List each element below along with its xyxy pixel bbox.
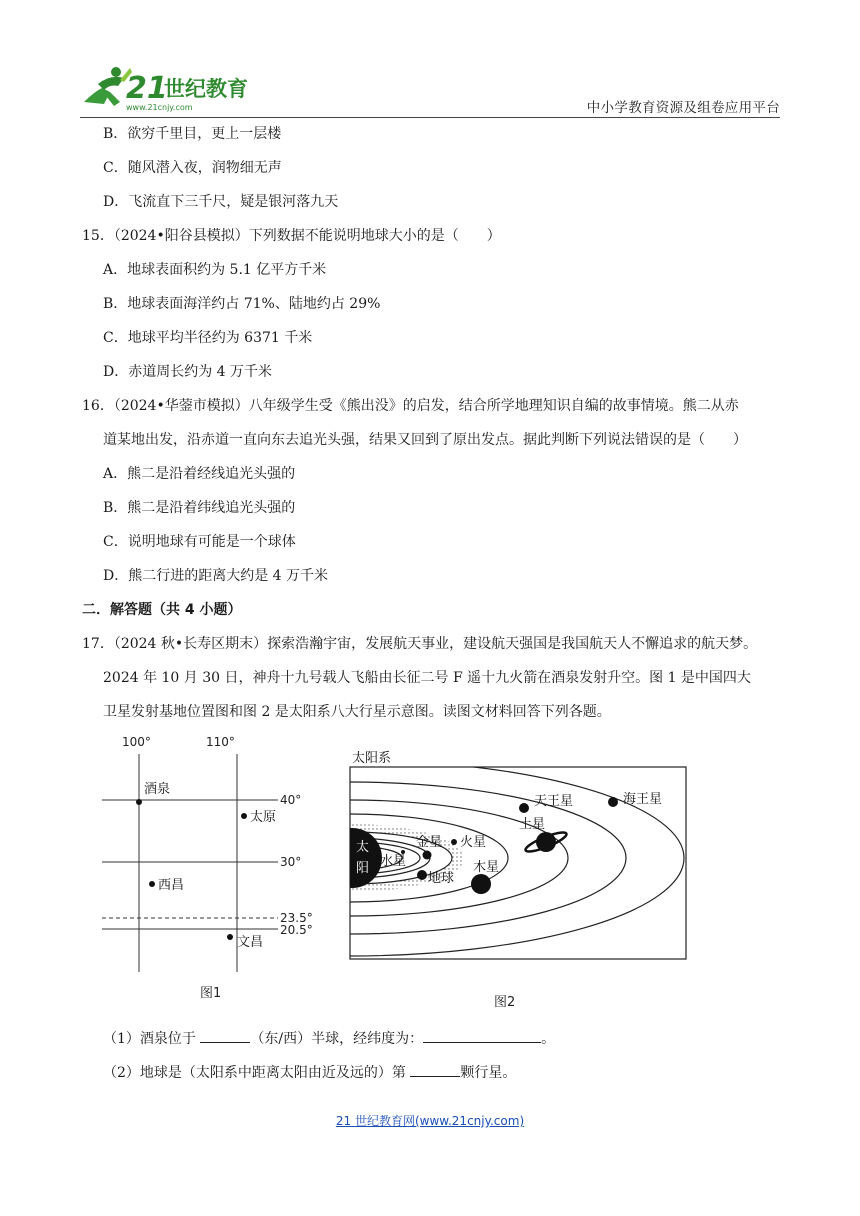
- planet-jupiter: [471, 874, 491, 894]
- runner-icon: [84, 67, 132, 106]
- q17-stem-line1: 17．（2024 秋•长寿区期末）探索浩瀚宇宙，发展航天事业，建设航天强国是我国航天人不懈追求的航天梦。: [82, 636, 758, 652]
- q17-sub2-suffix: 颗行星。: [460, 1065, 517, 1081]
- q15-stem: 15．（2024•阳谷县模拟）下列数据不能说明地球大小的是（ ）: [82, 228, 501, 244]
- q17-sub1: [103, 1028, 555, 1049]
- logo-text: 世纪教育: [164, 77, 248, 101]
- label-venus: 金星: [416, 835, 443, 850]
- lon-label-110: 110°: [206, 735, 235, 749]
- page-header: [80, 62, 780, 118]
- q16-option-a: A．熊二是沿着经线追光头强的: [103, 466, 296, 482]
- label-mercury: 水星: [380, 854, 407, 869]
- figure-1-launch-sites-map: [100, 732, 330, 1002]
- q16-stem-line2: 道某地出发，沿赤道一直向东去追光头强，结果又回到了原出发点。据此判断下列说法错误的是（ ）: [103, 432, 747, 448]
- answer-blank-planet-order[interactable]: [410, 1062, 460, 1077]
- site-dot-taiyuan: [241, 813, 247, 819]
- lat-label-40: 40°: [280, 793, 302, 807]
- prev-option-c: C．随风潜入夜，润物细无声: [103, 160, 282, 176]
- label-uranus: 天王星: [534, 794, 574, 809]
- lat-label-30: 30°: [280, 855, 302, 869]
- figure-1-caption: 图1: [200, 986, 222, 1001]
- site-dot-wenchang: [227, 934, 233, 940]
- answer-blank-coordinates[interactable]: [423, 1028, 541, 1043]
- prev-option-d: D．飞流直下三千尺，疑是银河落九天: [103, 194, 339, 210]
- planet-neptune: [608, 797, 618, 807]
- sun-label-1: 太: [356, 840, 370, 855]
- q15-option-d: D．赤道周长约为 4 万千米: [103, 364, 273, 380]
- q17-stem-line2: 2024 年 10 月 30 日，神舟十九号载人飞船由长征二号 F 遥十九火箭在酒泉发射升空。图 1 是中国四大: [103, 670, 751, 686]
- q16-option-b: B．熊二是沿着纬线追光头强的: [103, 500, 296, 516]
- answer-blank-hemisphere[interactable]: [200, 1028, 250, 1043]
- q17-sub1-middle: （东/西）半球，经纬度为：: [250, 1031, 424, 1047]
- q17-stem-line3: 卫星发射基地位置图和图 2 是太阳系八大行星示意图。读图文材料回答下列各题。: [103, 704, 611, 720]
- site-label-xichang: 西昌: [158, 878, 185, 893]
- label-jupiter: 木星: [473, 860, 500, 875]
- site-dot-jiuquan: [136, 799, 142, 805]
- lat-label-20-5: 20.5°: [280, 923, 313, 937]
- section-heading: 二．解答题（共 4 小题）: [82, 602, 242, 618]
- q15-option-c: C．地球平均半径约为 6371 千米: [103, 330, 313, 346]
- q17-sub1-prefix: （1）酒泉位于: [103, 1031, 201, 1047]
- platform-name: 中小学教育资源及组卷应用平台: [586, 100, 780, 116]
- logo-number: 21: [126, 71, 168, 106]
- sun-label-2: 阳: [356, 861, 370, 876]
- site-label-wenchang: 文昌: [237, 935, 264, 950]
- site-dot-xichang: [149, 881, 155, 887]
- q15-option-b: B．地球表面海洋约占 71%、陆地约占 29%: [103, 296, 381, 312]
- figure-2-caption: 图2: [494, 995, 516, 1010]
- logo: [80, 62, 250, 114]
- q15-option-a: A．地球表面积约为 5.1 亿平方千米: [103, 262, 327, 278]
- figure-2-solar-system: [348, 740, 688, 1015]
- q17-sub1-suffix: 。: [541, 1031, 556, 1047]
- q17-sub2: [103, 1062, 516, 1083]
- prev-option-b: B．欲穷千里目，更上一层楼: [103, 126, 282, 142]
- label-saturn: 土星: [519, 817, 546, 832]
- header-divider: [80, 117, 780, 118]
- planet-venus: [423, 851, 432, 860]
- site-label-jiuquan: 酒泉: [144, 782, 171, 797]
- label-neptune: 海王星: [623, 792, 663, 807]
- site-label-taiyuan: 太原: [250, 810, 277, 825]
- q16-option-d: D．熊二行进的距离大约是 4 万千米: [103, 568, 329, 584]
- solar-system-title: 太阳系: [352, 751, 392, 766]
- planet-earth: [417, 870, 427, 880]
- lat-label-23-5: 23.5°: [280, 911, 313, 925]
- q16-stem-line1: 16．（2024•华蓥市模拟）八年级学生受《熊出没》的启发，结合所学地理知识自编的故事情境。熊二从赤: [82, 398, 739, 414]
- label-earth: 地球: [428, 871, 455, 886]
- lon-label-100: 100°: [122, 735, 151, 749]
- footer-link[interactable]: 21 世纪教育网(www.21cnjy.com): [335, 1114, 525, 1128]
- label-mars: 火星: [460, 835, 487, 850]
- q17-sub2-prefix: （2）地球是（太阳系中距离太阳由近及远的）第: [103, 1065, 411, 1081]
- q16-option-c: C．说明地球有可能是一个球体: [103, 534, 296, 550]
- planet-uranus: [519, 803, 529, 813]
- planet-mars: [451, 839, 457, 845]
- logo-url: www.21cnjy.com: [126, 103, 193, 112]
